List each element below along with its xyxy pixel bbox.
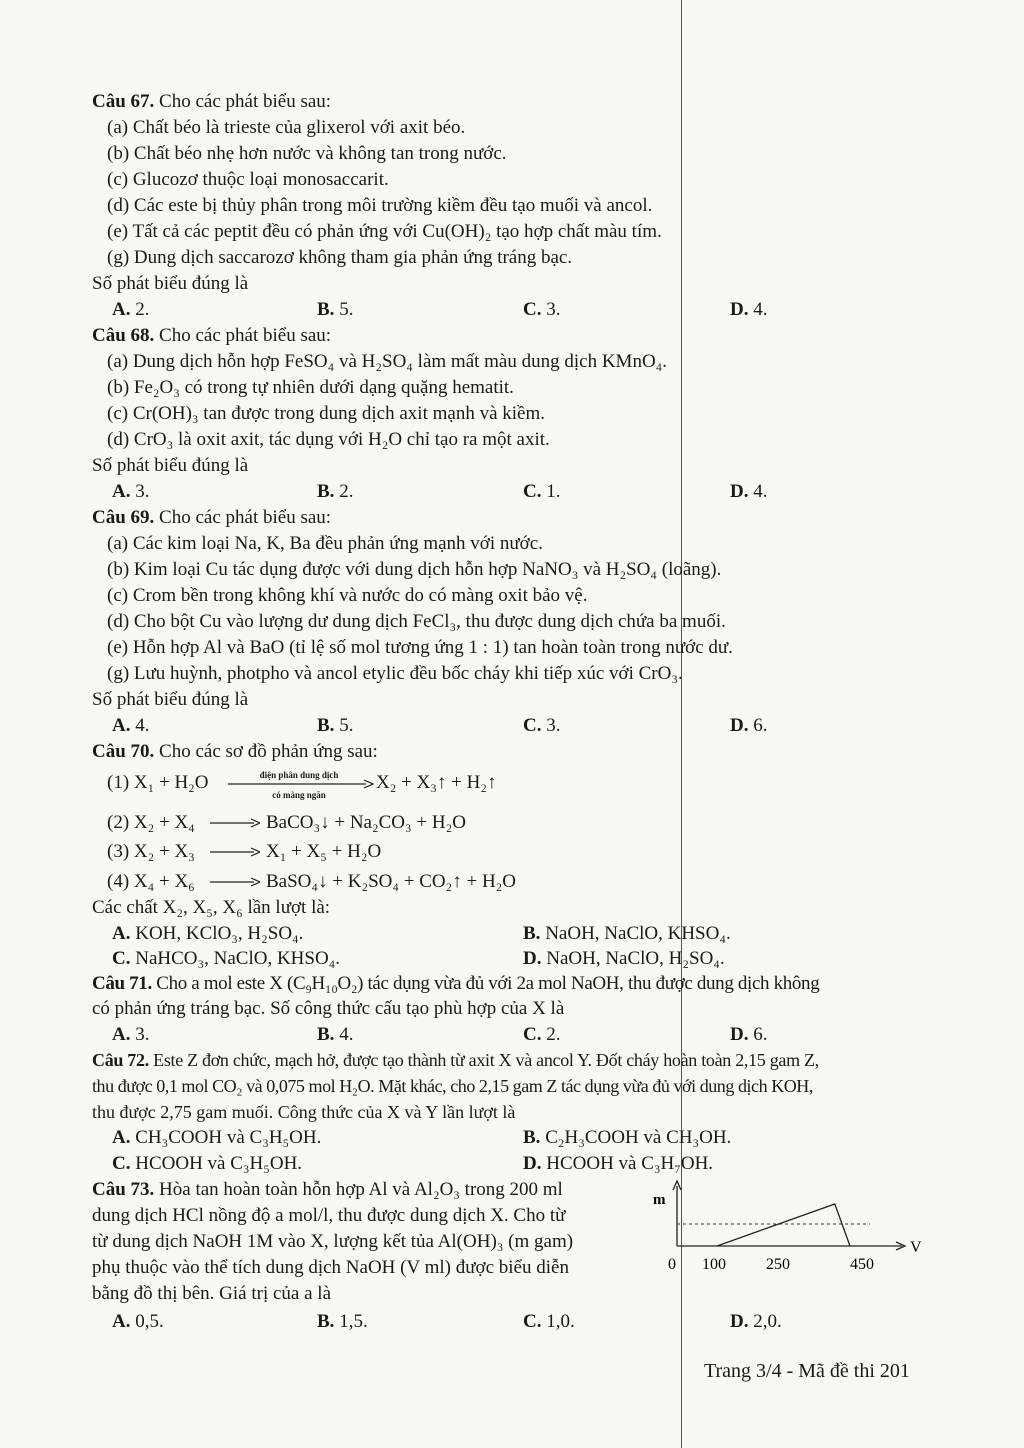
q69-item: (e) Hỗn hợp Al và BaO (tỉ lệ số mol tương ứng 1 : 1) tan hoàn toàn trong nước dư. bbox=[107, 637, 733, 658]
q73-line-4: phụ thuộc vào thể tích dung dịch NaOH (V ml) được biểu diễn bbox=[92, 1257, 569, 1278]
q69-item: (a) Các kim loại Na, K, Ba đều phản ứng mạnh với nước. bbox=[107, 533, 543, 554]
q72-line-2: thu được 0,1 mol CO₂ và 0,075 mol H₂O. Mặt khác, cho 2,15 gam Z tác dụng vừa đủ với dung dịch KOH, bbox=[92, 1076, 813, 1096]
q70-stem: Cho các sơ đồ phản ứng sau: bbox=[159, 741, 378, 762]
q70-option-a: A. KOH, KClO₃, H₂SO₄. bbox=[112, 923, 304, 944]
reaction-arrow-icon bbox=[228, 778, 374, 790]
q70-reaction-2-right: BaCO₃↓ + Na₂CO₃ + H₂O bbox=[266, 812, 466, 833]
q68-option-c: C. 1. bbox=[523, 481, 561, 502]
q68-item: (d) CrO₃ là oxit axit, tác dụng với H₂O chỉ tạo ra một axit. bbox=[107, 429, 550, 450]
q70-reaction-4-left: (4) X₄ + X₆ bbox=[107, 871, 195, 892]
q73-line-1: Câu 73. Hòa tan hoàn toàn hỗn hợp Al và Al₂O₃ trong 200 ml bbox=[92, 1179, 563, 1200]
q67-stem: Cho các phát biểu sau: bbox=[159, 91, 332, 112]
q67-item: (c) Glucozơ thuộc loại monosaccarit. bbox=[107, 169, 389, 190]
graph-y-label: m bbox=[653, 1192, 666, 1208]
q72-option-b: B. C₂H₃COOH và CH₃OH. bbox=[523, 1127, 732, 1148]
q73-option-d: D. 2,0. bbox=[730, 1311, 782, 1332]
q72-option-c: C. HCOOH và C₃H₅OH. bbox=[112, 1153, 303, 1174]
q69-option-a: A. 4. bbox=[112, 715, 150, 736]
q72-line-1: Câu 72. Este Z đơn chức, mạch hở, được tạo thành từ axit X và ancol Y. Đốt cháy hoàn toàn 2,15 gam Z, bbox=[92, 1050, 819, 1070]
q67-option-c: C. 3. bbox=[523, 299, 561, 320]
q69-header bbox=[92, 506, 331, 530]
q68-option-d: D. 4. bbox=[730, 481, 768, 502]
q68-item: (c) Cr(OH)₃ tan được trong dung dịch axit mạnh và kiềm. bbox=[107, 403, 545, 424]
graph-origin-label: 0 bbox=[668, 1256, 676, 1273]
q69-item: (g) Lưu huỳnh, photpho và ancol etylic đều bốc cháy khi tiếp xúc với CrO₃. bbox=[107, 663, 683, 684]
q67-question: Số phát biểu đúng là bbox=[92, 273, 249, 294]
q69-item: (c) Crom bền trong không khí và nước do có màng oxit bảo vệ. bbox=[107, 585, 588, 606]
q68-item: (b) Fe₂O₃ có trong tự nhiên dưới dạng quặng hematit. bbox=[107, 377, 514, 398]
q69-option-d: D. 6. bbox=[730, 715, 768, 736]
q67-item: (b) Chất béo nhẹ hơn nước và không tan trong nước. bbox=[107, 143, 507, 164]
q70-reaction-3-left: (3) X₂ + X₃ bbox=[107, 841, 195, 862]
q69-item: (b) Kim loại Cu tác dụng được với dung dịch hỗn hợp NaNO₃ và H₂SO₄ (loãng). bbox=[107, 559, 722, 580]
q70-question: Các chất X₂, X₅, X₆ lần lượt là: bbox=[92, 897, 331, 918]
q73-line-3: từ dung dịch NaOH 1M vào X, lượng kết tủa Al(OH)₃ (m gam) bbox=[92, 1231, 574, 1252]
q68-question: Số phát biểu đúng là bbox=[92, 455, 249, 476]
reaction-arrow-icon bbox=[210, 846, 260, 858]
q73-option-c: C. 1,0. bbox=[523, 1311, 575, 1332]
q67-option-b: B. 5. bbox=[317, 299, 354, 320]
q68-stem: Cho các phát biểu sau: bbox=[159, 325, 332, 346]
q73-precipitate-graph bbox=[640, 1176, 940, 1276]
q73-line-2: dung dịch HCl nồng độ a mol/l, thu được dung dịch X. Cho từ bbox=[92, 1205, 566, 1226]
q68-option-a: A. 3. bbox=[112, 481, 150, 502]
q67-item: (e) Tất cả các peptit đều có phản ứng với Cu(OH)₂ tạo hợp chất màu tím. bbox=[107, 221, 662, 242]
q67-option-d: D. 4. bbox=[730, 299, 768, 320]
q67-option-a: A. 2. bbox=[112, 299, 150, 320]
q72-title: Câu 72. bbox=[92, 1050, 149, 1070]
q71-option-c: C. 2. bbox=[523, 1024, 561, 1045]
graph-tick-label: 450 bbox=[850, 1256, 874, 1273]
q70-title: Câu 70. bbox=[92, 741, 155, 762]
graph-tick-label: 250 bbox=[766, 1256, 790, 1273]
q71-option-b: B. 4. bbox=[317, 1024, 354, 1045]
q70-option-b: B. NaOH, NaClO, KHSO₄. bbox=[523, 923, 731, 944]
q70-option-d: D. NaOH, NaClO, H₂SO₄. bbox=[523, 948, 725, 969]
q68-header bbox=[92, 324, 331, 348]
page-footer: Trang 3/4 - Mã đề thi 201 bbox=[704, 1360, 910, 1382]
reaction-arrow-icon bbox=[210, 876, 260, 888]
q70-reaction-1-condition-bottom: có màng ngăn bbox=[272, 790, 326, 800]
q71-line-1: Câu 71. Cho a mol este X (C₉H₁₀O₂) tác dụng vừa đủ với 2a mol NaOH, thu được dung dịch không bbox=[92, 973, 820, 994]
graph-tick-label: 100 bbox=[702, 1256, 726, 1273]
q71-line-2: có phản ứng tráng bạc. Số công thức cấu tạo phù hợp của X là bbox=[92, 998, 565, 1019]
q73-line-5: bằng đồ thị bên. Giá trị của a là bbox=[92, 1283, 332, 1304]
graph-x-label: V bbox=[910, 1239, 922, 1256]
q70-reaction-1-right: X₂ + X₃↑ + H₂↑ bbox=[376, 772, 497, 793]
q68-option-b: B. 2. bbox=[317, 481, 354, 502]
q67-item: (a) Chất béo là trieste của glixerol với axit béo. bbox=[107, 117, 466, 138]
q67-title: Câu 67. bbox=[92, 91, 155, 112]
q69-title: Câu 69. bbox=[92, 507, 155, 528]
q68-title: Câu 68. bbox=[92, 325, 155, 346]
q69-stem: Cho các phát biểu sau: bbox=[159, 507, 332, 528]
q70-reaction-1-left: (1) X₁ + H₂O bbox=[107, 772, 209, 793]
q73-title: Câu 73. bbox=[92, 1179, 155, 1200]
q73-option-b: B. 1,5. bbox=[317, 1311, 368, 1332]
q69-item: (d) Cho bột Cu vào lượng dư dung dịch FeCl₃, thu được dung dịch chứa ba muối. bbox=[107, 611, 726, 632]
q70-reaction-4-right: BaSO₄↓ + K₂SO₄ + CO₂↑ + H₂O bbox=[266, 871, 517, 892]
q70-option-c: C. NaHCO₃, NaClO, KHSO₄. bbox=[112, 948, 341, 969]
q67-item: (g) Dung dịch saccarozơ không tham gia phản ứng tráng bạc. bbox=[107, 247, 573, 268]
q69-option-c: C. 3. bbox=[523, 715, 561, 736]
q67-header bbox=[92, 90, 331, 114]
q67-item: (d) Các este bị thủy phân trong môi trường kiềm đều tạo muối và ancol. bbox=[107, 195, 653, 216]
precipitate-curve bbox=[717, 1204, 850, 1246]
q72-option-d: D. HCOOH và C₃H₇OH. bbox=[523, 1153, 714, 1174]
reaction-arrow-icon bbox=[210, 817, 260, 829]
q70-header bbox=[92, 740, 378, 764]
q71-option-a: A. 3. bbox=[112, 1024, 150, 1045]
q70-reaction-1-condition-top: điện phân dung dịch bbox=[259, 770, 339, 780]
q71-option-d: D. 6. bbox=[730, 1024, 768, 1045]
q73-option-a: A. 0,5. bbox=[112, 1311, 164, 1332]
q72-line-3: thu được 2,75 gam muối. Công thức của X và Y lần lượt là bbox=[92, 1102, 516, 1122]
q68-item: (a) Dung dịch hỗn hợp FeSO₄ và H₂SO₄ làm mất màu dung dịch KMnO₄. bbox=[107, 351, 668, 372]
q69-option-b: B. 5. bbox=[317, 715, 354, 736]
q70-reaction-3-right: X₁ + X₅ + H₂O bbox=[266, 841, 382, 862]
q69-question: Số phát biểu đúng là bbox=[92, 689, 249, 710]
q70-reaction-2-left: (2) X₂ + X₄ bbox=[107, 812, 195, 833]
q72-option-a: A. CH₃COOH và C₃H₅OH. bbox=[112, 1127, 322, 1148]
q71-title: Câu 71. bbox=[92, 973, 152, 994]
